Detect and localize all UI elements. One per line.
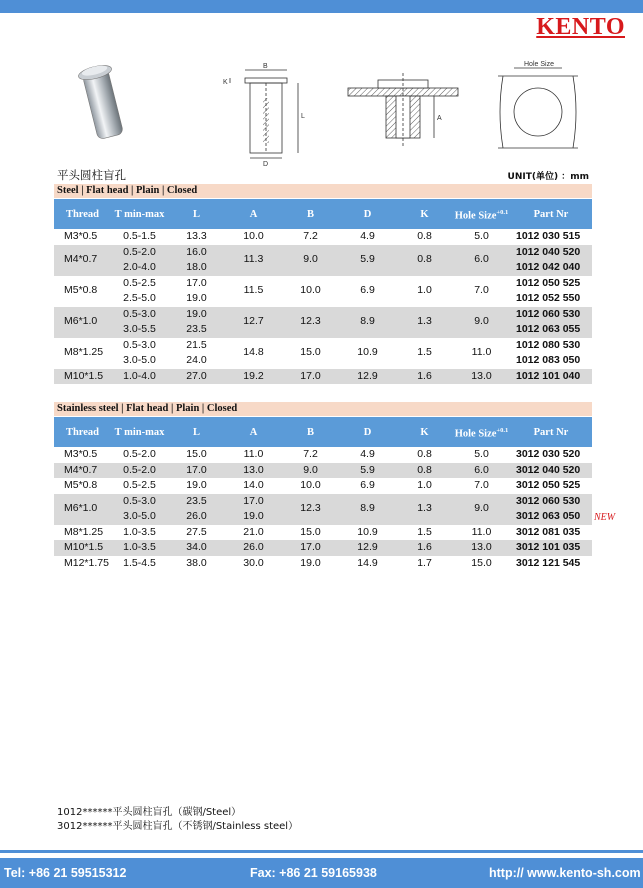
table-row: M3*0.5 0.5-1.5 13.3 10.0 7.2 4.9 0.8 5.0 1012 030 515 bbox=[64, 230, 581, 242]
footer-website-link[interactable]: http:// www.kento-sh.com bbox=[489, 866, 641, 880]
col-d: D bbox=[339, 417, 396, 447]
product-title: 平头圆柱盲孔 bbox=[57, 168, 126, 182]
table-row: M5*0.8 0.5-2.5 2.5-5.0 17.0 19.0 11.5 10.0 6.9 1.0 7.0 1012 050 525 1012 052 550 bbox=[64, 276, 581, 304]
side-dimension-drawing bbox=[223, 63, 305, 168]
installed-section-drawing bbox=[348, 73, 458, 148]
table-row: M4*0.7 0.5-2.0 17.0 13.0 9.0 5.9 0.8 6.0 3012 040 520 bbox=[54, 463, 592, 479]
top-bar bbox=[0, 0, 643, 13]
col-a: A bbox=[225, 417, 282, 447]
table-row: M5*0.8 0.5-2.5 19.0 14.0 10.0 6.9 1.0 7.0 3012 050 525 bbox=[64, 479, 581, 491]
col-part-nr: Part Nr bbox=[510, 199, 592, 229]
unit-label: UNIT(单位) ：mm bbox=[507, 172, 589, 182]
new-badge: NEW bbox=[594, 512, 616, 523]
svg-text:Hole Size: Hole Size bbox=[524, 61, 554, 68]
table-row: M6*1.0 0.5-3.0 3.0-5.5 19.0 23.5 12.7 12.3 8.9 1.3 9.0 1012 060 530 1012 063 055 bbox=[54, 307, 592, 338]
col-hole-size: Hole Size$^{+0.1}$ bbox=[453, 199, 510, 229]
stainless-table-header bbox=[54, 417, 592, 447]
footer-bar bbox=[0, 858, 643, 888]
col-t-minmax: T min-max bbox=[111, 417, 168, 447]
col-t-minmax: T min-max bbox=[111, 199, 168, 229]
svg-text:L: L bbox=[301, 113, 305, 120]
svg-text:K: K bbox=[223, 79, 228, 86]
col-d: D bbox=[339, 199, 396, 229]
table-row: M10*1.5 1.0-3.5 34.0 26.0 17.0 12.9 1.6 13.0 3012 101 035 bbox=[54, 540, 592, 556]
col-a: A bbox=[225, 199, 282, 229]
table-row: M8*1.25 0.5-3.0 3.0-5.0 21.5 24.0 14.8 15.0 10.9 1.5 11.0 1012 080 530 1012 083 050 bbox=[64, 338, 581, 366]
col-part-nr: Part Nr bbox=[510, 417, 592, 447]
table-row: M6*1.0 0.5-3.0 3.0-5.0 23.5 26.0 17.0 19.0 12.3 8.9 1.3 9.0 3012 060 530 3012 063 050 bbox=[54, 494, 592, 525]
steel-table-header bbox=[54, 199, 592, 229]
footer-tel: Tel: +86 21 59515312 bbox=[4, 866, 127, 880]
col-k: K bbox=[396, 417, 453, 447]
stainless-table bbox=[54, 417, 592, 571]
table-row: M3*0.5 0.5-2.0 15.0 11.0 7.2 4.9 0.8 5.0 3012 030 520 bbox=[64, 448, 581, 460]
svg-text:A: A bbox=[437, 115, 442, 122]
steel-section-heading: Steel | Flat head | Plain | Closed bbox=[54, 184, 592, 198]
rivet-nut-photo bbox=[77, 63, 127, 141]
table-row: M12*1.75 1.5-4.5 38.0 30.0 19.0 14.9 1.7 15.0 3012 121 545 bbox=[64, 556, 581, 569]
footer-fax[interactable]: Fax: +86 21 59165938 bbox=[250, 866, 377, 880]
product-drawings bbox=[58, 58, 598, 168]
table-row: M4*0.7 0.5-2.0 2.0-4.0 16.0 18.0 11.3 9.0 5.9 0.8 6.0 1012 040 520 1012 042 040 bbox=[54, 245, 592, 276]
col-l: L bbox=[168, 199, 225, 229]
svg-text:D: D bbox=[263, 161, 269, 168]
brand-logo: KENTO bbox=[536, 14, 625, 40]
col-thread: Thread bbox=[54, 417, 111, 447]
footnote-stainless: 3012******平头圆柱盲孔（不锈钢/Stainless steel） bbox=[57, 821, 299, 832]
col-thread: Thread bbox=[54, 199, 111, 229]
col-b: B bbox=[282, 417, 339, 447]
hole-size-drawing bbox=[498, 61, 578, 148]
hole-tolerance: +0.1 bbox=[496, 208, 509, 216]
steel-table bbox=[54, 199, 592, 384]
col-k: K bbox=[396, 199, 453, 229]
col-l: L bbox=[168, 417, 225, 447]
footnotes bbox=[57, 806, 298, 834]
svg-text:B: B bbox=[263, 63, 268, 70]
table-row: M10*1.5 1.0-4.0 27.0 19.2 17.0 12.9 1.6 13.0 1012 101 040 bbox=[54, 369, 592, 385]
stainless-section-heading: Stainless steel | Flat head | Plain | Closed bbox=[54, 402, 592, 416]
col-hole-size: Hole Size$^{+0.1}$ bbox=[453, 417, 510, 447]
col-b: B bbox=[282, 199, 339, 229]
footnote-steel: 1012******平头圆柱盲孔（碳钢/Steel） bbox=[57, 807, 242, 818]
footer-divider bbox=[0, 850, 643, 853]
table-row: M8*1.25 1.0-3.5 27.5 21.0 15.0 10.9 1.5 11.0 3012 081 035 bbox=[64, 525, 581, 538]
hole-tolerance: +0.1 bbox=[496, 426, 509, 434]
